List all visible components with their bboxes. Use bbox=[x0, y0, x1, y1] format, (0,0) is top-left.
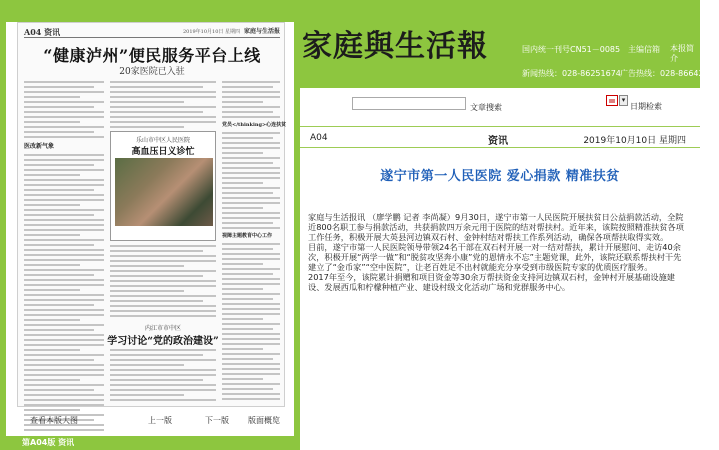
page-info-bar bbox=[300, 126, 700, 148]
paper-story-title: 医改新气象 bbox=[24, 143, 55, 150]
paper-photo-story bbox=[110, 131, 216, 241]
search-row bbox=[300, 88, 700, 120]
paper-date: 2019年10月10日 星期四 bbox=[182, 29, 240, 35]
left-top-bar bbox=[0, 0, 300, 22]
paper-page-number: A04 资讯 bbox=[24, 27, 61, 37]
editor-mail-link[interactable]: 主编信箱 bbox=[628, 45, 660, 54]
left-bottom-bar bbox=[0, 436, 300, 450]
site-header bbox=[300, 0, 719, 88]
section-name: 资讯 bbox=[488, 136, 508, 147]
paper-masthead: 家庭与生活报 bbox=[243, 28, 280, 35]
photo-story-kicker: 乐山市中区人民医院 bbox=[135, 137, 190, 144]
search-input[interactable] bbox=[352, 97, 466, 110]
article-body bbox=[308, 212, 686, 332]
paper-column-2-top bbox=[110, 81, 216, 129]
chevron-down-icon[interactable]: ▾ bbox=[619, 95, 628, 106]
paper-header bbox=[24, 26, 280, 38]
news-hotline: 新闻热线：028-86251674 bbox=[522, 69, 621, 78]
date-picker-icon[interactable] bbox=[606, 95, 618, 106]
article-paragraph: 家庭与生活报讯 （廖学鹏 记者 李尚凝）9月30日，遂宁市第一人民医院开展扶贫日公益捐款活动，全院近800名职工参与捐款活动，共获捐款四万余元用于医院的结对帮扶村。近年来，该院按照精准扶贫各项工作任务，积极开展大英县河边镇双石村、金钟村结对帮扶工作系列活动，确保各项帮扶取得实效。 bbox=[308, 212, 684, 242]
article-paragraph: 2017年至今，该院累计捐赠和项目资金等30余万帮扶资金支持河边镇双石村，金钟村开展基础设施建设、发展西瓜和柠檬种植产业、建设村级文化活动广场和党群服务中心。 bbox=[308, 272, 675, 292]
issue-date: 2019年10月10日 星期四 bbox=[583, 136, 686, 146]
bottom-story-title: 学习讨论“党的政治建设” bbox=[107, 336, 219, 347]
paper-story-title: 视障主题教育中心工作 bbox=[222, 233, 273, 239]
paper-column-3 bbox=[222, 81, 287, 401]
prev-page-link[interactable]: 上一版 bbox=[148, 416, 172, 425]
newspaper-page-thumbnail[interactable] bbox=[17, 22, 285, 407]
paper-column-1 bbox=[24, 81, 104, 401]
issn-text: 国内统一刊号CN51－0085 bbox=[522, 45, 621, 54]
about-link[interactable]: 本报简介 bbox=[670, 44, 694, 63]
ad-hotline: 广告热线：028-86642771 bbox=[620, 69, 719, 78]
page-image-panel bbox=[0, 0, 300, 450]
photo-image bbox=[115, 158, 213, 226]
article-paragraph: 目前，遂宁市第一人民医院领导带领24名干部在双石村开展一对一结对帮扶，累计开展慰问、走访40余次，积极开展“两学一做”和“脱贫攻坚奔小康”党的恩情永不忘”主题党课，此外，该院还联系帮扶村干先建立了“金币家”“空中医院”，让老百姓足不出村就能充分享受到市级医院专家的优质医疗服务。 bbox=[308, 242, 682, 272]
paper-story-title: 党员</thinking>心连扶贫 bbox=[222, 122, 287, 128]
page-index-link[interactable]: 版面概览 bbox=[248, 416, 280, 425]
page-tab[interactable]: 第A04版 资讯 bbox=[22, 438, 75, 447]
photo-story-title: 高血压日义诊忙 bbox=[131, 147, 195, 157]
article-title: 遂宁市第一人民医院 爱心捐款 精准扶贫 bbox=[380, 169, 620, 184]
paper-headline: “健康泸州”便民服务平台上线 bbox=[43, 46, 261, 65]
left-border-stripe bbox=[0, 22, 6, 436]
date-search-button[interactable]: 日期检索 bbox=[630, 102, 662, 111]
paper-column-2-bottom bbox=[110, 349, 216, 403]
paper-subhead: 20家医院已入驻 bbox=[119, 67, 185, 77]
search-button[interactable]: 文章搜索 bbox=[470, 103, 502, 112]
page-navigation bbox=[0, 412, 300, 430]
view-large-image-link[interactable]: 查看本版大图 bbox=[30, 416, 78, 425]
next-page-link[interactable]: 下一版 bbox=[205, 416, 229, 425]
site-logo[interactable]: 家庭與生活報 bbox=[302, 29, 488, 64]
page-number: A04 bbox=[310, 133, 328, 143]
paper-column-2-mid bbox=[110, 245, 216, 321]
bottom-story-kicker: 内江市市中区 bbox=[144, 325, 181, 332]
